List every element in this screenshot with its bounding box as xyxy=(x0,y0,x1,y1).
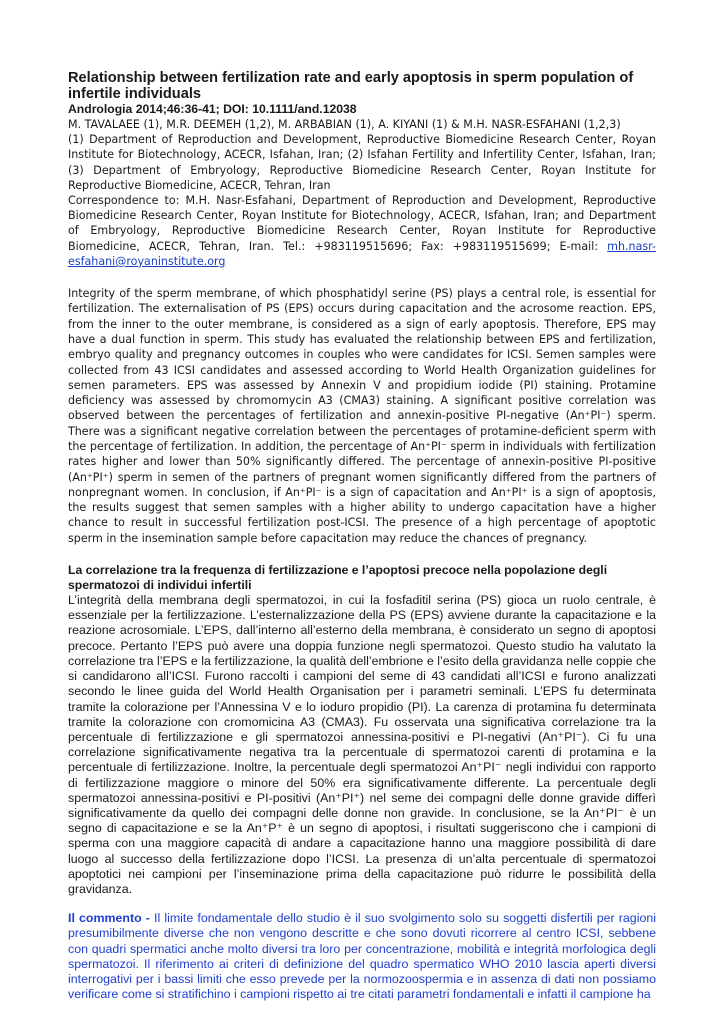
italian-title: La correlazione tra la frequenza di fertilizzazione e l’apoptosi precoce nella popolazione degli spermatozoi di individui infertili xyxy=(68,563,608,593)
article-title: Relationship between fertilization rate and early apoptosis in sperm population of infertile individuals xyxy=(68,70,634,102)
citation: Andrologia 2014;46:36-41; DOI: 10.1111/and.12038 xyxy=(68,102,357,116)
abstract-english: Integrity of the sperm membrane, of which phosphatidyl serine (PS) plays a central role, is essential for fertilization. The externalisation of PS (EPS) occurs during capacitation and the acrosome reaction. EPS, from the inner to the outer membrane, is considered as a sign of early apoptosis. Therefore, EPS may have a dual function in sperm. This study has evaluated the relationship between EPS and fertilization, embryo quality and pregnancy outcomes in couples who were candidates for ICSI. Semen samples were collected from 43 ICSI candidates and assessed according to World Health Organization guidelines for semen parameters. EPS was assessed by Annexin V and propidium iodide (PI) staining. Protamine deficiency was assessed by chromomycin A3 (CMA3) staining. A significant positive correlation was observed between the percentages of fertilization and annexin-positive PI-negative (An⁺PI⁻) sperm. There was a significant negative correlation between the percentages of protamine-deficient sperm with the percentage of fertilization. In addition, the percentage of An⁺PI⁻ sperm in individuals with fertilization rates higher and lower than 50% significantly differed. The percentage of annexin-positive PI-positive (An⁺PI⁺) sperm in semen of the partners of pregnant women significantly differed from the partners of nonpregnant women. In conclusion, if An⁺PI⁻ is a sign of capacitation and An⁺PI⁺ is a sign of apoptosis, the results suggest that semen samples with a higher ability to undergo capacitation have a higher chance to result in successful fertilization post-ICSI. The presence of a high percentage of apoptotic sperm in the insemination sample before capacitation may reduce the chances of pregnancy. xyxy=(68,287,656,545)
comment-paragraph xyxy=(68,911,656,1002)
comment-text: Il limite fondamentale dello studio è il suo svolgimento solo su soggetti disfertili per ragioni presumibilmente diverse che non vengono descritte e che sono dovuti ricorrere al centro ICSI, sebbene con quadri spermatici anche molto diversi tra loro per concentrazione, mobilità e integrità morfologica degli spermatozoi. Il riferimento ai criteri di definizione del quadro spermatico WHO 2010 lascia aperti diversi interrogativi per i bassi limiti che esso prevede per la normozoospermia e in assenza di dati non possiamo verificare come si stratifichino i campioni rispetto ai tre citati parametri fondamentali e infatti il campione ha xyxy=(68,911,656,1002)
correspondence-text: Correspondence to: M.H. Nasr-Esfahani, Department of Reproduction and Development, Reproductive Biomedicine Research Center, Royan Institute for Biotechnology, ACECR, Isfahan, Iran; and Department of Embryology, Reproductive Biomedicine Research Center, Royan Institute for Reproductive Biomedicine, ACECR, Tehran, Iran. Tel.: +983119515696; Fax: +983119515699; E-mail: xyxy=(68,194,656,253)
document-page xyxy=(68,70,656,1002)
authors: M. TAVALAEE (1), M.R. DEEMEH (1,2), M. ARBABIAN (1), A. KIYANI (1) & M.H. NASR-ESFAHANI (1,2,3) xyxy=(68,118,621,131)
correspondence xyxy=(68,193,656,269)
email-link[interactable]: mh.nasr-esfahani@royaninstitute.org xyxy=(68,239,656,268)
abstract-italian: L’integrità della membrana degli spermatozoi, in cui la fosfaditil serina (PS) gioca un ruolo centrale, è essenziale per la fertilizzazione. L’esternalizzazione della PS (EPS) avviene durante la capacitazione e la reazione acrosomiale. L’EPS, dall’interno all’esterno della membrana, è considerato un segno di apoptosi precoce. Pertanto l’EPS può avere una doppia funzione negli spermatozoi. Questo studio ha valutato la correlazione tra l’EPS e la fertilizzazione, la qualità dell’embrione e l’esito della gravidanza nelle coppie che si candidarono all’ICSI. Furono raccolti i campioni del seme di 43 candidati all’ICSI e furono analizzati secondo le linee guida del World Health Organisation per i parametri seminali. L’EPS fu determinata tramite la colorazione per l’Annessina V e lo ioduro propidio (PI). La carenza di protamina fu determinata tramite la colorazione con cromomicina A3 (CMA3). Fu osservata una significativa correlazione tra la percentuale di fertilizzazione e gli spermatozoi annessina-positivi e PI-negativi (An⁺PI⁻). Ci fu una correlazione significativamente negativa tra la percentuale di spermatozoi carenti di protamina e la percentuale di fertilizzazione. Inoltre, la percentuale degli spermatozoi An⁺PI⁻ negli individui con rapporto di fertilizzazione maggiore o minore del 50% era significativamente differente. La percentuale degli spermatozoi annessina-positivi e PI-positivi (An⁺PI⁺) nel seme dei compagni delle donne gravide differì significativamente da quello dei compagni delle donne non gravide. In conclusione, se la An⁺PI⁻ è un segno di capacitazione e se la An⁺P⁺ è un segno di apoptosi, i risultati suggeriscono che i campioni di sperma con una maggiore capacità di andare a capacitazione hanno una maggiore possibilità di dare luogo al successo della fertilizzazione dopo l’ICSI. La presenza di un’alta percentuale di spermatozoi apoptotici nei campioni per l’inseminazione prima della capacitazione può ridurre le possibilità della gravidanza. xyxy=(68,593,656,896)
comment-label: Il commento - xyxy=(68,911,150,926)
affiliations: (1) Department of Reproduction and Development, Reproductive Biomedicine Research Center, Royan Institute for Biotechnology, ACECR, Isfahan, Iran; (2) Isfahan Fertility and Infertility Center, Isfahan, Iran; (3) Department of Embryology, Reproductive Biomedicine Research Center, Royan Institute for Reproductive Biomedicine, ACECR, Tehran, Iran xyxy=(68,133,656,192)
